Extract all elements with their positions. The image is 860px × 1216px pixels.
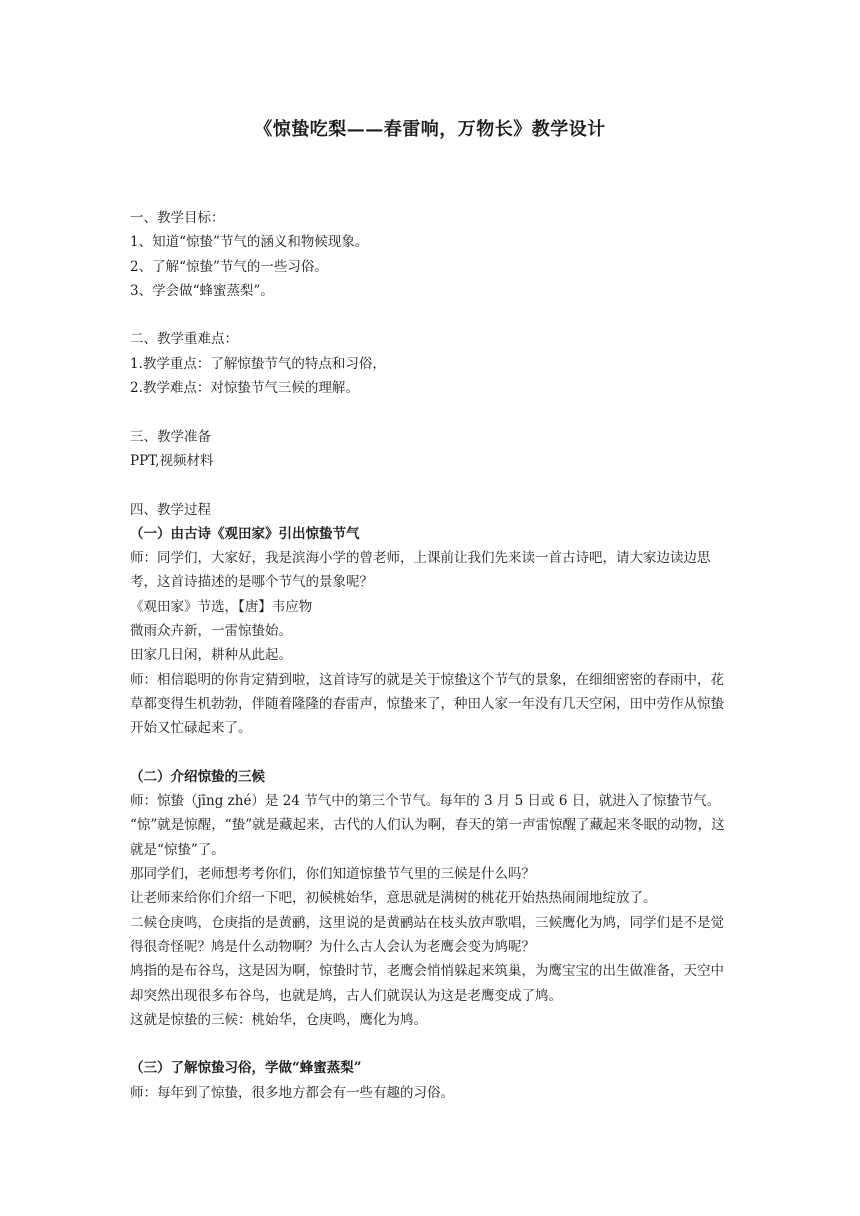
spacer [130,1032,730,1056]
keypoint-item: 2.教学难点：对惊蛰节气三候的理解。 [130,380,359,397]
paragraph: 这就是惊蛰的三候：桃始华，仓庚鸣，鹰化为鸠。 [130,1011,427,1028]
paragraph: 二候仓庚鸣，仓庚指的是黄鹂，这里说的是黄鹂站在枝头放声歌唱，三候鹰化为鸠，同学们是不是觉得很奇怪呢？鸠是什么动物啊？为什么古人会认为老鹰会变为鸠呢？ [130,914,724,955]
prep-text: PPT,视频材料 [130,452,214,469]
paragraph: “惊”就是惊醒，“蛰”就是藏起来，古代的人们认为啊，春天的第一声雷惊醒了藏起来冬眠的动物，这就是“惊蛰”了。 [130,817,725,858]
part3-heading: （三）了解惊蛰习俗，学做“蜂蜜蒸梨” [130,1060,362,1077]
spacer [130,303,730,327]
document-body [130,206,730,1105]
paragraph: 鸠指的是布谷鸟，这是因为啊，惊蛰时节，老鹰会悄悄躲起来筑巢，为鹰宝宝的出生做准备，天空中却突然出现很多布谷鸟，也就是鸠，古人们就误认为这是老鹰变成了鸠。 [130,963,724,1004]
paragraph: 那同学们，老师想考考你们，你们知道惊蛰节气里的三候是什么吗？ [130,866,535,883]
document-title: 《惊蛰吃梨——春雷响，万物长》教学设计 [254,119,606,140]
paragraph: 让老师来给你们介绍一下吧，初候桃始华，意思就是满树的桃花开始热热闹闹地绽放了。 [130,890,657,907]
part2-heading: （二）介绍惊蛰的三候 [130,768,265,785]
part1-heading: （一）由古诗《观田家》引出惊蛰节气 [130,525,360,542]
paragraph: 师：相信聪明的你肯定猜到啦，这首诗写的就是关于惊蛰这个节气的景象，在细细密密的春雨中，花草都变得生机勃勃，伴随着隆隆的春雷声，惊蛰来了，种田人家一年没有几天空闲，田中劳作从惊蛰开始又忙碌起来了。 [130,671,724,737]
paragraph: 师：每年到了惊蛰，很多地方都会有一些有趣的习俗。 [130,1084,454,1101]
spacer [130,473,730,497]
spacer [130,741,730,765]
section-process-heading: 四、教学过程 [130,501,211,518]
goal-item: 1、知道“惊蛰”节气的涵义和物候现象。 [130,234,369,251]
goal-item: 3、学会做“蜂蜜蒸梨”。 [130,282,274,299]
section-prep-heading: 三、教学准备 [130,428,211,445]
section-goals-heading: 一、教学目标： [130,210,225,226]
poem-source: 《观田家》节选，【唐】韦应物 [130,598,313,615]
keypoint-item: 1.教学重点：了解惊蛰节气的特点和习俗， [130,355,386,372]
poem-line: 微雨众卉新，一雷惊蛰始。 [130,623,292,640]
paragraph: 师：同学们，大家好，我是滨海小学的曾老师，上课前让我们先来读一首古诗吧，请大家边读边思考，这首诗描述的是哪个节气的景象呢？ [130,550,711,591]
poem-line: 田家几日闲，耕种从此起。 [130,647,292,664]
section-keypoints-heading: 二、教学重难点： [130,331,238,348]
spacer [130,400,730,424]
goal-item: 2、了解“惊蛰”节气的一些习俗。 [130,258,328,275]
paragraph: 师：惊蛰（jīng zhé）是 24 节气中的第三个节气。每年的 3 月 5 日或 6 日，就进入了惊蛰节气。 [130,793,721,810]
